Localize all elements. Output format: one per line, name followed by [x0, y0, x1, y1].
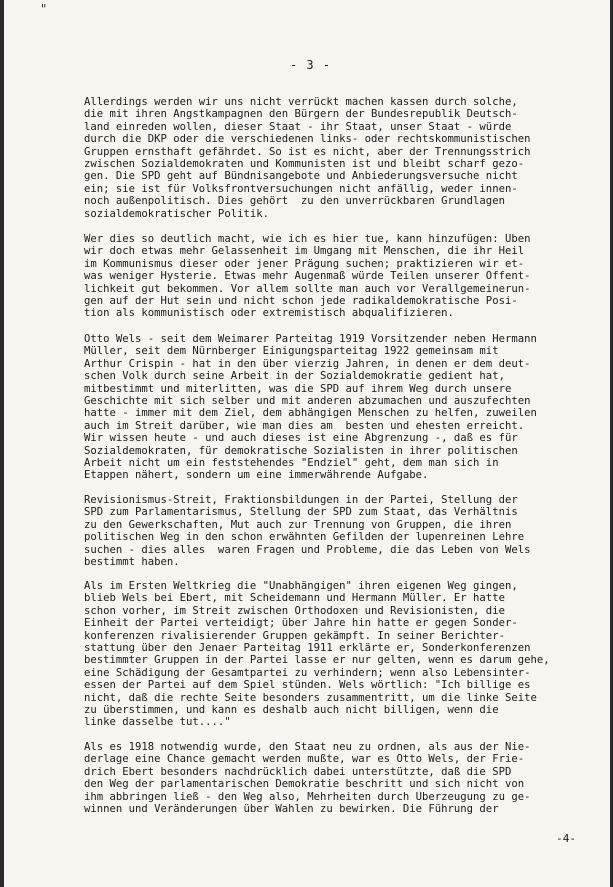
page-number: - 3 -	[289, 58, 332, 72]
text-line: Arthur Crispin - hat in den über vierzig Jahren, in denen er dem deut-	[84, 357, 531, 370]
text-line: Geschichte mit sich selber und mit anderen abzumachen und auszufechten	[84, 395, 531, 408]
text-line: derlage eine Chance gemacht werden mußte, war es Otto Wels, der Frie-	[84, 753, 525, 766]
text-line: eine Schädigung der Gesamtpartei zu verhindern; wenn also Lebensinter-	[84, 666, 531, 679]
text-line: gen. Die SPD geht auf Bündnisangebote und Anbiederungsversuche nicht	[84, 170, 518, 183]
text-line: schon vorher, im Streit zwischen Orthodoxen und Revisionisten, die	[84, 604, 505, 617]
text-line: lichkeit gut bekommen. Vor allem sollte man auch vor Verallgemeinerun-	[84, 282, 531, 295]
text-line: linke dasselbe tut...."	[84, 716, 231, 729]
text-line: suchen - dies alles waren Fragen und Probleme, die das Leben von Wels	[84, 543, 531, 556]
text-line: zu überstimmen, und kann es deshalb auch nicht billigen, wenn die	[84, 704, 499, 717]
text-line: wir doch etwas mehr Gelassenheit im Umgang mit Menschen, die ihr Heil	[84, 245, 525, 258]
text-line: zwischen Sozialdemokraten und Kommunisten ist und bleibt scharf gezo-	[84, 158, 525, 171]
text-line: den Weg der parlamentarischen Demokratie beschritt und sich nicht von	[84, 778, 525, 791]
paragraph-5	[84, 580, 566, 729]
text-line: Gruppen ernsthaft gefährdet. So ist es nicht, aber der Trennungsstrich	[84, 145, 531, 158]
corner-mark: "	[40, 2, 48, 16]
text-line: land einreden wollen, dieser Staat - ihr Staat, unser Staat - würde	[84, 120, 512, 133]
text-line: drich Ebert besonders nachdrücklich dabei unterstützte, daß die SPD	[84, 765, 512, 778]
text-line: Müller, seit dem Nürnberger Einigungsparteitag 1922 gemeinsam mit	[84, 345, 499, 358]
text-line: SPD zum Parlamentarismus, Stellung der SPD zum Staat, das Verhältnis	[84, 506, 518, 519]
paragraph-4	[84, 494, 566, 568]
text-line: bestimmter Gruppen in der Partei lasse er nur gelten, wenn es darum gehe,	[84, 654, 550, 667]
text-line: Wir wissen heute - und auch dieses ist eine Abgrenzung -, daß es für	[84, 432, 518, 445]
text-line: schen Volk durch seine Arbeit in der Sozialdemokratie gedient hat,	[84, 370, 505, 383]
text-line: ein; sie ist für Volksfrontversuchungen nicht anfällig, weder innen-	[84, 182, 518, 195]
text-line: nicht, daß die rechte Seite besonders zusammentritt, um die linke Seite	[84, 691, 537, 704]
text-line: sozialdemokratischer Politik.	[84, 207, 269, 220]
text-line: noch außenpolitisch. Dies gehört zu den unverrückbaren Grundlagen	[84, 195, 505, 208]
text-line: mitbestimmt und miterlitten, was die SPD auf ihrem Weg durch unsere	[84, 382, 512, 395]
text-line: tion als kommunistisch oder extremistisch abqualifizieren.	[84, 307, 454, 320]
text-line: hatte - immer mit dem Ziel, dem abhängigen Menschen zu helfen, zuweilen	[84, 407, 537, 420]
text-line: Otto Wels - seit dem Weimarer Parteitag 1919 Vorsitzender neben Hermann	[84, 333, 537, 345]
text-line: Als es 1918 notwendig wurde, den Staat neu zu ordnen, als aus der Nie-	[84, 741, 531, 753]
text-line: politischen Weg in den schon erwähnten Gefilden der lupenreinen Lehre	[84, 531, 525, 544]
text-line: was weniger Hysterie. Etwas mehr Augenmaß würde Teilen unserer Öffent-	[84, 270, 531, 283]
text-line: im Kommunismus dieser oder jener Prägung suchen; praktizieren wir et-	[84, 257, 525, 270]
paragraph-3	[84, 333, 566, 482]
text-line: winnen und Veränderungen über Wahlen zu bewirken. Die Führung der	[84, 803, 499, 816]
text-line: die mit ihren Angstkampagnen den Bürgern der Bundesrepublik Deutsch-	[84, 108, 518, 121]
text-line: bestimmt haben.	[84, 556, 180, 569]
paragraph-1	[84, 96, 566, 220]
text-line: Sozialdemokraten, für demokratische Sozialisten in ihrer politischen	[84, 444, 518, 457]
paragraph-6	[84, 741, 566, 815]
text-line: zu den Gewerkschaften, Mut auch zur Trennung von Gruppen, die ihren	[84, 518, 512, 531]
text-line: stattung über den Jenaer Parteitag 1911 erklärte er, Sonderkonferenzen	[84, 642, 531, 655]
text-line: Revisionismus-Streit, Fraktionsbildungen in der Partei, Stellung der	[84, 494, 518, 506]
text-line: Etappen nähert, sondern um eine immerwährende Aufgabe.	[84, 469, 429, 482]
text-line: Einheit der Partei verteidigt; über Jahre hin hatte er gegen Sonder-	[84, 617, 518, 630]
text-line: Als im Ersten Weltkrieg die "Unabhängigen" ihren eigenen Weg gingen,	[84, 580, 518, 592]
text-line: essen der Partei auf dem Spiel stünden. Wels wörtlich: "Ich billige es	[84, 679, 531, 692]
next-page-marker: -4-	[556, 832, 576, 845]
text-line: blieb Wels bei Ebert, mit Scheidemann und Hermann Müller. Er hatte	[84, 592, 505, 605]
text-line: durch die DKP oder die verschiedenen links- oder rechtskommunistischen	[84, 133, 531, 146]
text-line: konferenzen rivalisierender Gruppen gekämpft. In seiner Berichter-	[84, 629, 505, 642]
text-line: gen auf der Hut sein und nicht schon jede radikaldemokratische Posi-	[84, 295, 518, 308]
paragraph-2	[84, 233, 566, 320]
text-line: ihm abbringen ließ - den Weg also, Mehrheiten durch Überzeugung zu ge-	[84, 790, 531, 803]
text-line: Allerdings werden wir uns nicht verrückt machen kassen durch solche,	[84, 96, 518, 108]
text-line: auch im Streit darüber, wie man dies am besten und ehesten erreicht.	[84, 419, 525, 432]
text-line: Arbeit nicht um ein feststehendes "Endziel" geht, dem man sich in	[84, 457, 499, 470]
text-line: Wer dies so deutlich macht, wie ich es hier tue, kann hinzufügen: Üben	[84, 233, 531, 245]
